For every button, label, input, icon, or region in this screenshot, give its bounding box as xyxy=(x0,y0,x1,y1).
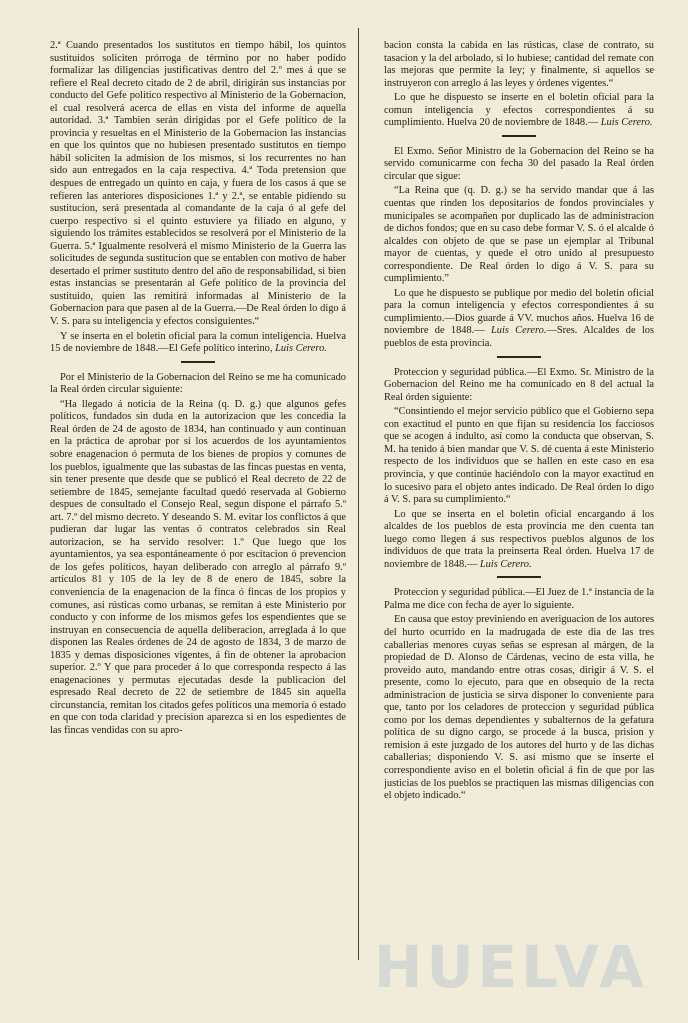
signature: Luis Cerero. xyxy=(479,558,532,570)
paragraph-insert-notice xyxy=(384,509,654,572)
paragraph-publish-notice xyxy=(384,288,654,351)
paragraph-insert-notice xyxy=(50,331,346,356)
section-divider xyxy=(497,576,541,578)
paragraph-text: Y se inserta en el boletin oficial para la comun inteligencia. Huelva 15 de noviembre de 1848.—El Gefe político interino, xyxy=(50,330,346,355)
section-divider xyxy=(497,356,541,358)
paragraph-real-orden-indultados: “Consintiendo el mejor servicio público que el Gobierno sepa con exactitud el punto en que fijan su residencia los facciosos que se acogen á indulto, así como la conducta que observan, S. M. ha tenido á bien mandar que V. S. dé cuenta á este Ministerio respecto de los individuos que se hallen en este caso en esa provincia, y que continúe haciéndolo con la mayor exactitud en lo sucesivo para el objeto antes indicado. De Real órden lo digo á V. S. para su cumplimiento.“ xyxy=(384,406,654,506)
signature: Luis Cerero. xyxy=(490,325,547,337)
section-divider xyxy=(502,135,536,137)
paragraph-proteccion-juez: Proteccion y seguridad pública.—El Juez de 1.ª instancia de la Palma me dice con fecha de ayer lo siguiente. xyxy=(384,587,654,611)
paragraph-text: Lo que se inserta en el boletin oficial encargando á los alcaldes de los pueblos de esta provincia me den cuenta tan luego como llegen á sus respectivos pueblos algunos de los individuos de que trata la preinserta Real órden. Huelva 17 de noviembre de 1848.— xyxy=(384,508,654,570)
paragraph-tail: —Sres. Alcaldes de los pueblos de esta provincia. xyxy=(384,325,654,350)
signature: Luis Cerero. xyxy=(275,343,327,355)
watermark-logo: HUELVA xyxy=(373,933,648,1001)
paragraph-quintos-rules: 2.ª Cuando presentados los sustitutos en tiempo hábil, los quintos sustituidos soliciten prórroga de término por no haber podido formalizar las diligencias justificativas dentro del 2.º mes á que se refiere el Real decreto citado de 2 de abril, dirigirán sus instancias por conducto del Gefe político respectivo al Ministerio de la Gobernacion, el cual resolverá acerca de ellas en vista del informe de aquella autoridad. 3.ª Tambien serán dirigidas por el Gefe político de la provincia y resueltas en el Ministerio de la Gobernacion las instancias en que los quintos que no hubiesen presentado sustitutos en tiempo hábil soliciten la admision de los mismos, si los recurrentes no han sido aun entregados en la caja respectiva. 4.ª Toda pretension que despues de entregado un quinto en caja, y fuera de los casos á que se refieren las anteriores disposiciones 1.ª y 2.ª, se entable pidiendo su sustitucion, será presentada al comandante de la caja ó al gefe del cuerpo respectivo si el quinto estuviere ya filiado en alguno, y siguiendo los trámites establecidos se resolverá por el Ministerio de la Guerra. 5.ª Igualmente resolverá el mismo Ministerio de la Guerra las solicitudes de segunda sustitucion que se entablen con motivo de haber desertado el primer sustituto dentro del año de responsabilidad, si bien estas instancias se presentarán al Gefe político de la provincia del sustituido, quien las remitirá informadas al Ministerio de la Gobernacion para que pasen al de la Guerra.—De Real órden lo digo á V. S. para su inteligencia y efectos consiguientes.“ xyxy=(50,40,346,328)
paragraph-hurto-causa: En causa que estoy previniendo en averiguacion de los autores del hurto ocurrido en la madrugada de este dia de las tres caballerias menores cuyas señas se espresan al márgen, de la propiedad de D. Alonso de Cárdenas, vecino de esta villa, he proveido auto, mandando entre otras cosas, dirigir á V. S. el presente, como lo ejecuto, para que en obsequio de la recta administracion de justicia se sirva disponer lo conveniente para que, tanto por los celadores de proteccion y seguridad pública como por los demas dependientes y subalternos de la gefatura política de su digno cargo, se procede á la busca, prision y remision á este juzgado de los autores del hurto y de las dichas caballerias; disponiendo V. S. así mismo que se inserte el correspondiente aviso en el boletin oficial á fin de que por las justicias de los pueblos se practiquen las mismas diligencias con el objeto indicado.“ xyxy=(384,614,654,802)
left-column xyxy=(50,40,346,978)
paragraph-ministry-intro: Por el Ministerio de la Gobernacion del Reino se me ha comunicado la Real órden circular siguiente: xyxy=(50,371,346,396)
right-column xyxy=(384,40,654,978)
section-divider xyxy=(181,361,215,363)
paragraph-insert-notice xyxy=(384,92,654,130)
paragraph-real-orden-propios: “Ha llegado á noticia de la Reina (q. D. g.) que algunos gefes políticos, fundados sin duda en la autorizacion que les concedia la Real órden de 24 de agosto de 1834, han continuado y aun continuan en la práctica de aprobar por sí los acuerdos de los ayuntamientos sobre enagenacion ó permuta de los bienes de propios y comunes de los pueblos, igualmente que las subastas de las fincas puestas en venta, sin tener presente que desde que se publicó el Real decreto de 22 de setiembre de 1845, semejante facultad quedó reservada al Gobierno despues de consultado el Consejo Real, segun dispone el párrafo 5.º art. 7.º del mismo decreto. Y deseando S. M. evitar los conflictos á que pudieran dar lugar las ventas ó contratos celebrados sin Real autorizacion, se ha servido resolver: 1.º Que luego que los ayuntamientos, ya sea espontáneamente ó por escitacion ó prevencion de los gefes políticos, hayan deliberado con arreglo al párrafo 9.º artículos 81 y 105 de la ley de 8 de enero de 1845, sobre la conveniencia de la enagenacion de la finca ó fincas de los propios y comunes, asi rústicas como urbanas, se remitan á este Ministerio por conducto y con informe de los mismos gefes los espendientes que se instruyan en consecuencia de aquella deliberacion, arreglada á lo que disponen las Reales órdenes de 24 de agosto de 1834, 3 de marzo de 1835 y demas disposiciones vigentes, á fin de obtener la aprobacion superior. 2.º Y que para proceder á lo que corresponda respecto á las enagenaciones y permutas ejecutadas desde la publicacion del espresado Real decreto de 22 de setiembre de 1845 sin aquella circunstancia, remitan los citados gefes políticos una memoria ó estado en que con toda claridad y precision aparezca si en los espedientes de las fincas vendidas con su apro- xyxy=(50,398,346,736)
paragraph-continuation: bacion consta la cabida en las rústicas, clase de contrato, su tasacion y la del arbolado, si lo hubiese; cantidad del remate con las mejoras que permite la ley; y finalmente, si aquellos se instruyeron con arreglo á las leyes y órdenes vigentes.“ xyxy=(384,40,654,89)
paragraph-real-orden-cuentas: “La Reina que (q. D. g.) se ha servido mandar que á las cuentas que rinden los depositarios de fondos provinciales y municipales se acompañen por duplicado las de administracion de dichos fondos; que en su caso debe formar V. S. ó el alcalde ó alcaldes con objeto de que se pase un ejemplar al Tribunal mayor de cuentas, y quede el otro unido al presupuesto correspondiente. De Real órden lo digo á V. S. para su cumplimiento.” xyxy=(384,185,654,285)
paragraph-proteccion-intro: Proteccion y seguridad pública.—El Exmo. Sr. Ministro de la Gobernacion del Reino me ha comunicado en 8 del actual la Real órden siguiente: xyxy=(384,366,654,403)
paragraph-text: Lo que he dispuesto se publique por medio del boletin oficial para la comun inteligencia y efectos correspondientes á su cumplimiento.—Dios guarde á VV. muchos años. Huelva 16 de noviembre de 1848.— xyxy=(384,287,654,337)
signature: Luis Cerero. xyxy=(600,117,653,129)
paragraph-ministry-intro: El Exmo. Señor Ministro de la Gobernacion del Reino se ha servido comunicarme con fecha 30 del pasado la Real órden circular que sigue: xyxy=(384,145,654,182)
column-divider xyxy=(358,28,359,960)
paragraph-text: Lo que he dispuesto se inserte en el boletin oficial para la comun inteligencia y efectos correspondientes á su cumplimiento. Huelva 20 de noviembre de 1848.— xyxy=(384,92,654,129)
